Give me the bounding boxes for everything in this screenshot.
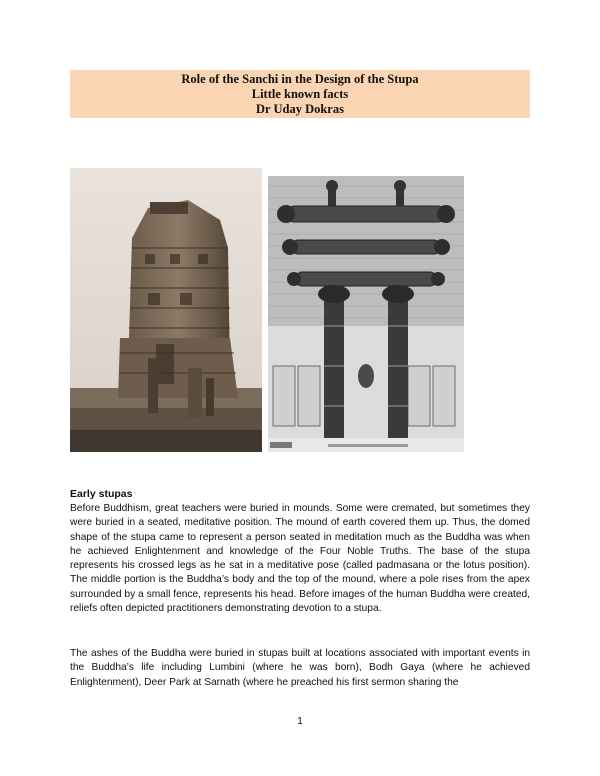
temple-photo bbox=[70, 168, 262, 452]
section-heading: Early stupas bbox=[70, 488, 133, 500]
page-number: 1 bbox=[297, 716, 303, 727]
body-paragraph: Before Buddhism, great teachers were buried in mounds. Some were cremated, but sometimes they were buried in a seated, meditative position. The mound of earth covered them up. Thus, the domed shape of the stupa came to represent a person seated in meditation much as the Buddha was when he achieved Enlightenment and knowledge of the Four Noble Truths. The base of the stupa represents his crossed legs as he sat in a meditative pose (called padmasana or the lotus position). The middle portion is the Buddha’s body and the top of the mound, where a pole rises from the apex surrounded by a small fence, represents his head. Before images of the human Buddha were created, reliefs often depicted practitioners demonstrating devotion to a stupa. bbox=[70, 503, 530, 615]
temple-photo-icon bbox=[70, 168, 262, 452]
title-banner bbox=[70, 70, 530, 118]
document-title: Role of the Sanchi in the Design of the Stupa bbox=[181, 72, 419, 86]
gateway-engraving bbox=[268, 176, 464, 452]
document-author: Dr Uday Dokras bbox=[256, 102, 344, 116]
body-paragraph: The ashes of the Buddha were buried in stupas built at locations associated with important events in the Buddha’s life including Lumbini (where he was born), Bodh Gaya (where he achieved Enlightenment), Deer Park at Sarnath (where he preached his first sermon sharing the bbox=[70, 648, 530, 688]
document-subtitle: Little known facts bbox=[251, 87, 349, 101]
torana-gateway-engraving-icon bbox=[268, 176, 464, 452]
